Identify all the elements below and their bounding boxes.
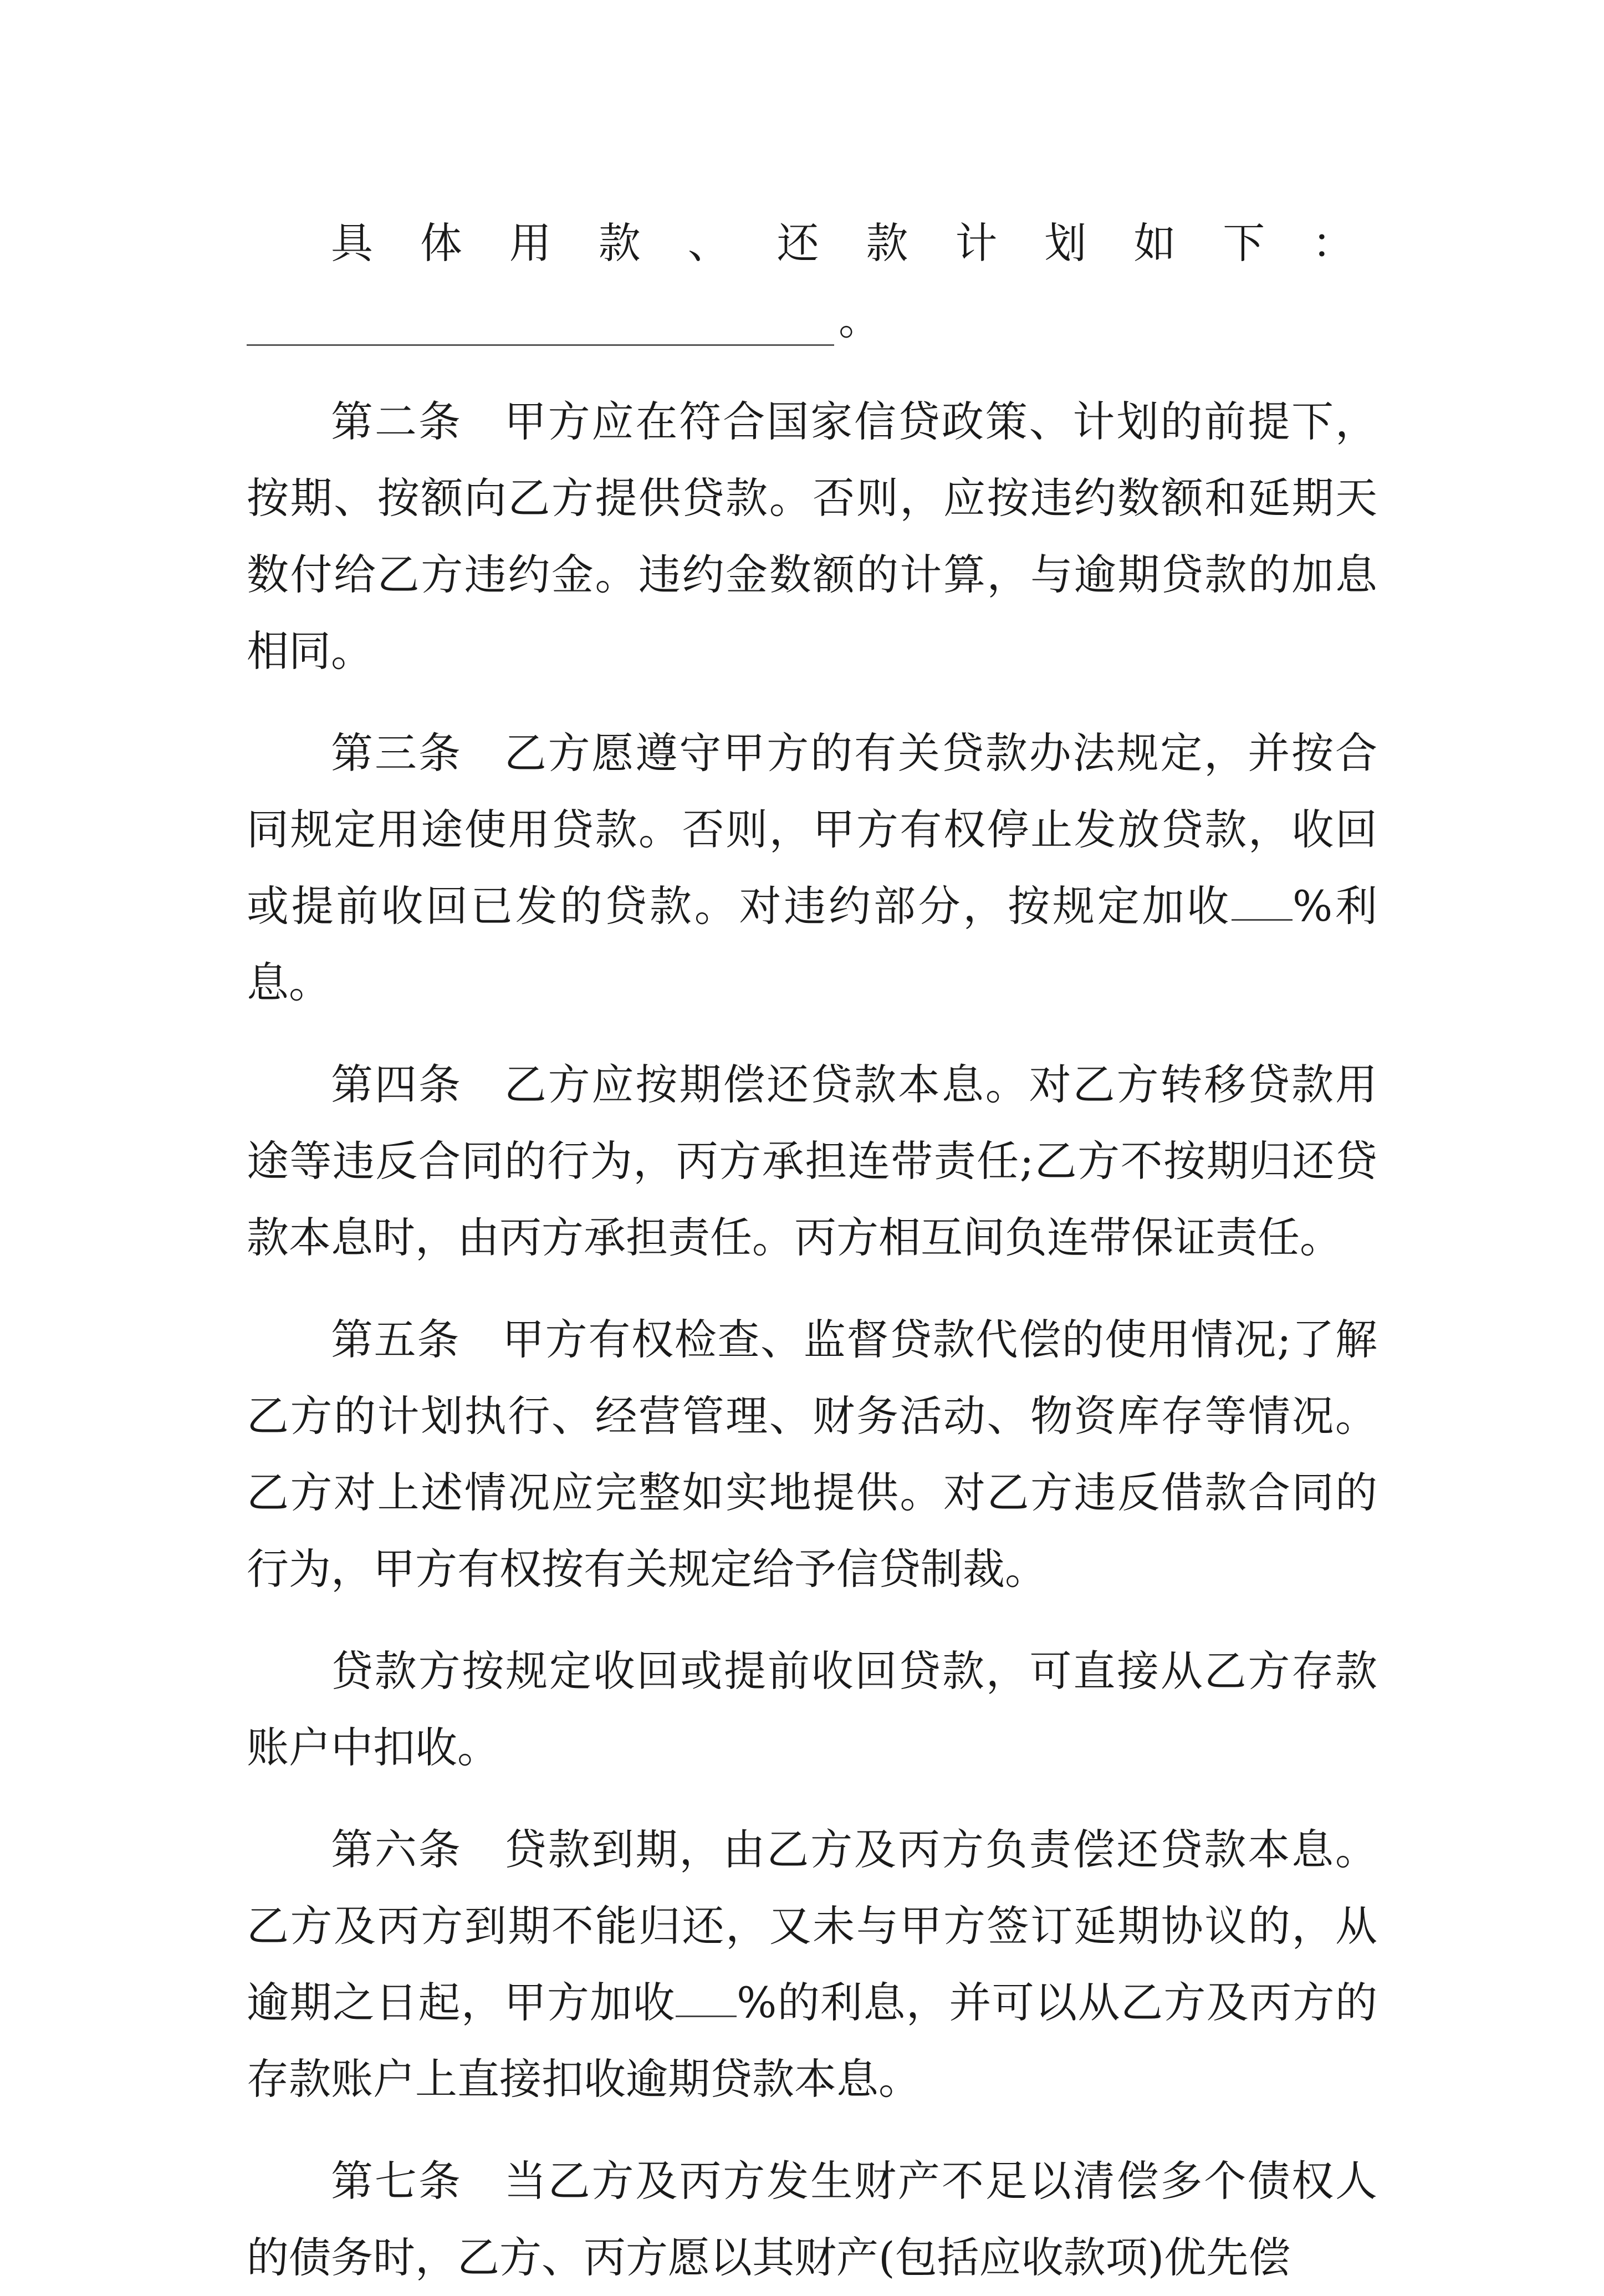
- article-6-rate-blank[interactable]: [676, 1982, 737, 2017]
- article-3-number: 第三条: [331, 728, 462, 778]
- article-3-rate-blank[interactable]: [1232, 886, 1293, 921]
- document-body: [247, 205, 1377, 2296]
- article-4-text: 乙方应按期偿还贷款本息。对乙方转移贷款用途等违反合同的行为，丙方承担连带责任;乙方不按期归还贷款本息时，由丙方承担责任。丙方相互间负连带保证责任。: [247, 1060, 1378, 1262]
- plan-blank-row: [247, 282, 1377, 358]
- article-4: [247, 1047, 1377, 1276]
- plan-heading: 具体用款、还款计划如下：: [331, 218, 1377, 268]
- article-6-number: 第六条: [331, 1825, 462, 1874]
- article-7: [247, 2143, 1377, 2296]
- article-5: [247, 1302, 1377, 1608]
- article-6: [247, 1812, 1377, 2118]
- article-3-text-end: %利息。: [247, 881, 1378, 1007]
- plan-fill-blank[interactable]: [247, 344, 834, 346]
- article-7-text: 当乙方及丙方发生财产不足以清偿多个债权人的债务时，乙方、丙方愿以其财产(包括应收款项)优先偿: [247, 2156, 1378, 2282]
- article-5-text: 甲方有权检查、监督贷款代偿的使用情况;了解乙方的计划执行、经营管理、财务活动、物资库存等情况。乙方对上述情况应完整如实地提供。对乙方违反借款合同的行为，甲方有权按有关规定给予信贷制裁。: [247, 1315, 1378, 1594]
- article-5-continuation: 贷款方按规定收回或提前收回贷款，可直接从乙方存款账户中扣收。: [247, 1646, 1377, 1772]
- article-2: [247, 384, 1377, 690]
- article-2-number: 第二条: [331, 397, 462, 446]
- article-6-text-end: %的利息，并可以从乙方及丙方的存款账户上直接扣收逾期贷款本息。: [247, 1978, 1377, 2104]
- article-3-text: 乙方愿遵守甲方的有关贷款办法规定，并按合同规定用途使用贷款。否则，甲方有权停止发放贷款，收回或提前收回已发的贷款。对违约部分，按规定加收: [247, 728, 1378, 931]
- article-7-number: 第七条: [331, 2156, 462, 2206]
- article-4-number: 第四条: [331, 1060, 462, 1109]
- article-2-text: 甲方应在符合国家信贷政策、计划的前提下，按期、按额向乙方提供贷款。否则，应按违约数额和延期天数付给乙方违约金。违约金数额的计算，与逾期贷款的加息相同。: [247, 397, 1378, 676]
- plan-period: 。: [839, 295, 881, 344]
- article-5-number: 第五条: [331, 1315, 461, 1364]
- article-6-text: 贷款到期，由乙方及丙方负责偿还贷款本息。乙方及丙方到期不能归还，又未与甲方签订延期协议的，从逾期之日起，甲方加收: [247, 1825, 1378, 2027]
- article-3: [247, 715, 1377, 1021]
